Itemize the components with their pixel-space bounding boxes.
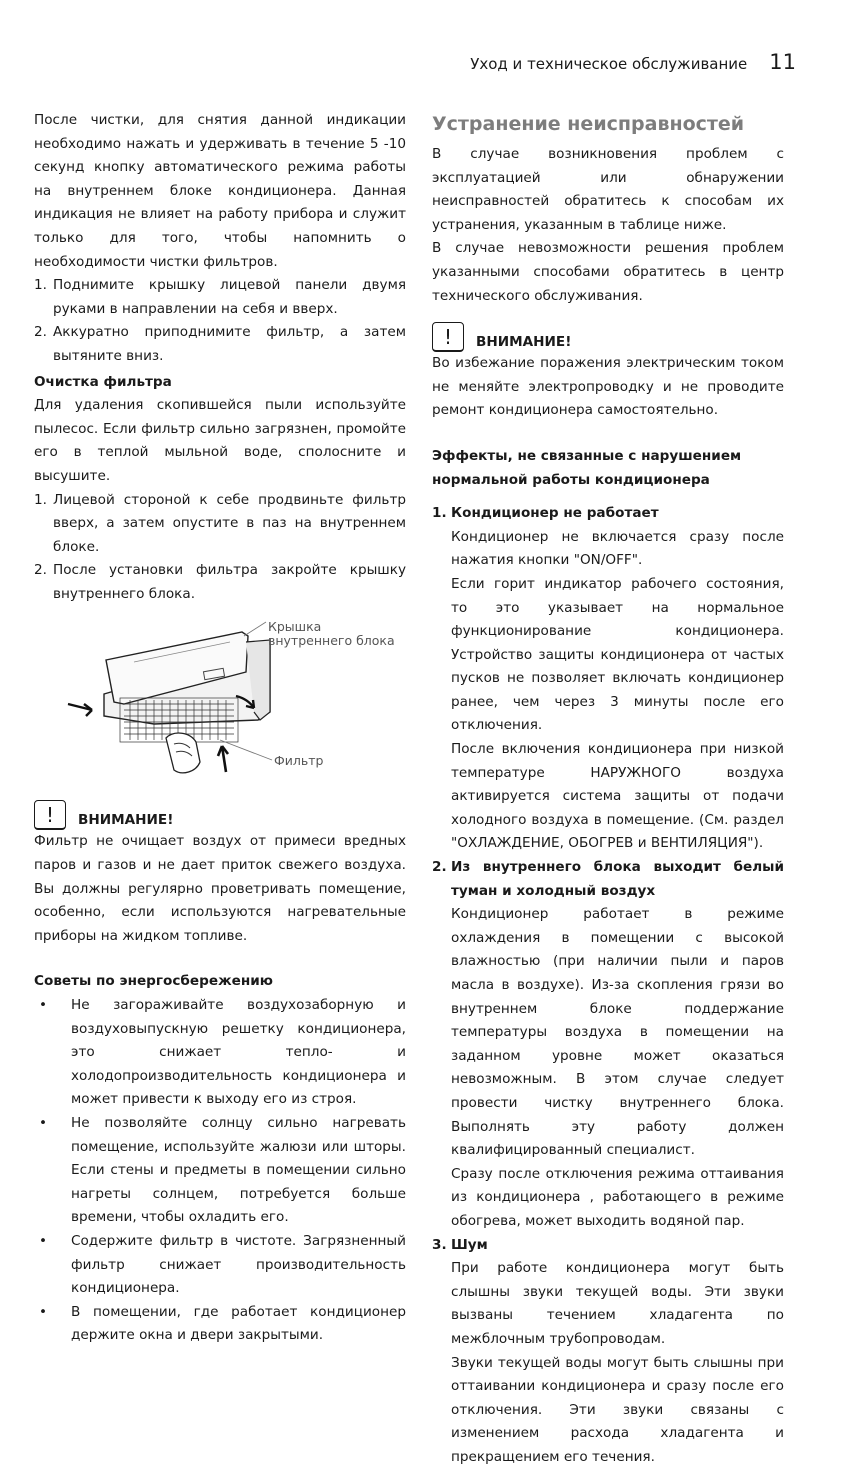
intro-paragraph: После чистки, для снятия данной индикации необходимо нажать и удерживать в течение 5 -10 секунд кнопку автоматического режима работы на внутреннем блоке кондиционера. Данная индикация не влияет на работу прибора и служит только для того, чтобы напомнить о необходимости чистки фильтров. (34, 112, 406, 270)
effect-title: Шум (451, 1236, 488, 1253)
right-column (432, 109, 784, 1469)
bullet-icon: • (39, 997, 48, 1014)
effect-title: Кондиционер не работает (451, 505, 659, 522)
warning-text: Фильтр не очищает воздух от примеси вредных паров и газов и не дает приток свежего воздуха. Вы должны регулярно проветривать помещение, особенно, если используются нагревательные приборы на жидком топливе. (34, 833, 406, 944)
left-column (34, 109, 406, 1348)
effects-list (432, 502, 784, 1469)
warning-box-filter (34, 800, 406, 830)
effect-item: 3. Шум При работе кондиционера могут быть слышны звуки текущей воды. Эти звуки вызваны течением хладагента по межблочным трубопроводам. Звуки текущей воды могут быть слышны при оттаивании кондиционера и сразу после его отключения. Эти звуки связаны с изменением расхода хладагента и прекращением его течения. (432, 1234, 784, 1469)
filter-cleaning-heading: Очистка фильтра (34, 373, 172, 390)
troubleshooting-intro-2: В случае невозможности решения проблем указанными способами обратитесь в центр технического обслуживания. (432, 240, 784, 304)
effect-item: 2. Из внутреннего блока выходит белый туман и холодный воздух Кондиционер работает в режиме охлаждения в помещении с высокой влажностью (при наличии пыли и паров масла в воздухе). Из-за скопления грязи во внутреннем блоке поддержание температуры воздуха в помещении на заданном уровне может оказаться невозможным. В этом случае следует провести чистку внутреннего блока. Выполнять эту работу должен квалифицированный специалист. Сразу после отключения режима оттаивания из кондиционера , работающего в режиме обогрева, может выходить водяной пар. (432, 856, 784, 1234)
energy-tips-heading: Советы по энергосбережению (34, 973, 273, 990)
bullet-icon: • (39, 1303, 48, 1320)
filter-cleaning-text: Для удаления скопившейся пыли используйте пылесос. Если фильтр сильно загрязнен, промойте его в теплой мыльной воде, сполосните и высушите. (34, 397, 406, 484)
troubleshooting-title: Устранение неисправностей (432, 113, 745, 135)
normal-effects-heading: Эффекты, не связанные с нарушением нормальной работы кондиционера (432, 447, 742, 488)
tip-item: • Не позволяйте солнцу сильно нагревать помещение, используйте жалюзи или шторы. Если стены и предметы в помещении сильно нагреты солнцем, потребуется больше времени, чтобы охладить его. (34, 1112, 406, 1230)
open-filter-steps (34, 274, 406, 368)
running-head (470, 50, 796, 76)
warning-label: ВНИМАНИЕ! (476, 334, 572, 351)
effect-item: 1. Кондиционер не работает Кондиционер не включается сразу после нажатия кнопки "ON/OFF". Если горит индикатор рабочего состояния, то это указывает на нормальное функционирование кондиционера. Устройство защиты кондиционера от частых пусков не позволяет включать кондиционер ранее, чем через 3 минуты после его отключения. После включения кондиционера при низкой температуре НАРУЖНОГО воздуха активируется система защиты от подачи холодного воздуха в помещение. (См. раздел "ОХЛАЖДЕНИЕ, ОБОГРЕВ и ВЕНТИЛЯЦИЯ"). (432, 502, 784, 856)
warning-label: ВНИМАНИЕ! (78, 812, 174, 829)
energy-tips-list (34, 994, 406, 1348)
label-indoor-unit-cover: Крышка (268, 619, 322, 635)
step-item: 2. После установки фильтра закройте крышку внутреннего блока. (34, 562, 406, 602)
bullet-icon: • (39, 1232, 48, 1249)
warning-exclamation-icon: ! (34, 800, 66, 830)
tip-item: • В помещении, где работает кондиционер держите окна и двери закрытыми. (34, 1301, 406, 1348)
label-filter: Фильтр (274, 753, 324, 769)
step-item: 2. Аккуратно приподнимите фильтр, а затем вытяните вниз. (34, 324, 406, 364)
step-item: 1. Поднимите крышку лицевой панели двумя руками в направлении на себя и вверх. (34, 277, 406, 317)
bullet-icon: • (39, 1115, 48, 1131)
label-indoor-unit-cover-2: внутреннего блока (268, 633, 395, 649)
tip-item: • Не загораживайте воздухозаборную и воздуховыпускную решетку кондиционера, это снижает тепло- и холодопроизводительность кондиционера и может привести к выходу его из строя. (34, 994, 406, 1112)
page-number: 11 (769, 50, 796, 74)
header-section-title: Уход и техническое обслуживание (470, 55, 748, 73)
warning-text: Во избежание поражения электрическим током не меняйте электропроводку и не проводите ремонт кондиционера самостоятельно. (432, 355, 784, 419)
troubleshooting-intro-1: В случае возникновения проблем с эксплуатацией или обнаружении неисправностей обратитесь к способам их устранения, указанным в таблице ниже. (432, 146, 784, 233)
effect-title: Из внутреннего блока выходит белый туман и холодный воздух (451, 859, 784, 899)
step-item: 1. Лицевой стороной к себе продвиньте фильтр вверх, а затем опустите в паз на внутреннем блоке. (34, 491, 406, 555)
filter-removal-illustration (34, 612, 406, 790)
warning-exclamation-icon: ! (432, 322, 464, 352)
warning-box-electric (432, 322, 784, 352)
tip-item: • Содержите фильтр в чистоте. Загрязненный фильтр снижает производительность кондиционера. (34, 1230, 406, 1301)
install-filter-steps (34, 489, 406, 607)
